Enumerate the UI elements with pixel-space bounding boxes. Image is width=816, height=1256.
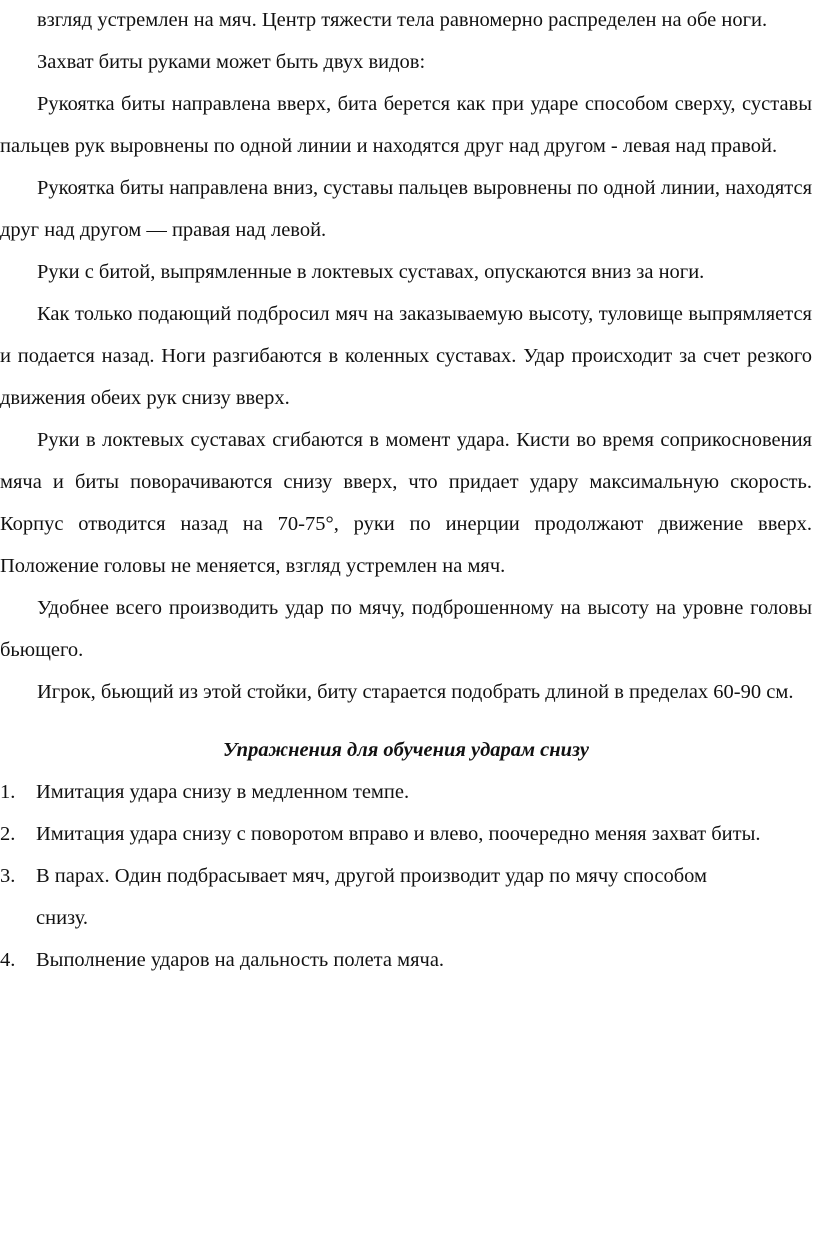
list-item-number: 2. [0,823,16,845]
paragraph-swing-start: Как только подающий подбросил мяч на заказываемую высоту, туловище выпрямляется и подается назад. Ноги разгибаются в коленных суставах. Удар происходит за счет резкого движения обеих рук снизу вверх. [0,303,812,409]
paragraph-best-height: Удобнее всего производить удар по мячу, подброшенному на высоту на уровне головы бьющего. [0,597,812,661]
list-item [0,771,812,813]
list-item-text: Имитация удара снизу с поворотом вправо и влево, поочередно меняя захват биты. [36,823,761,845]
list-item-text: В парах. Один подбрасывает мяч, другой производит удар по мячу способом снизу. [36,865,707,929]
list-item [0,939,812,981]
list-item-number: 1. [0,781,16,803]
paragraph-arms-lowered: Руки с битой, выпрямленные в локтевых суставах, опускаются вниз за ноги. [37,261,705,283]
paragraph-grip-handle-up: Рукоятка биты направлена вверх, бита берется как при ударе способом сверху, суставы пальцев рук выровнены по одной линии и находятся друг над другом - левая над правой. [0,93,812,157]
paragraph-grip-handle-down: Рукоятка биты направлена вниз, суставы пальцев выровнены по одной линии, находятся друг над другом — правая над левой. [0,177,812,241]
list-item [0,855,812,939]
list-item-text: Имитация удара снизу в медленном темпе. [36,781,410,803]
paragraph-grip-types: Захват биты руками может быть двух видов: [37,51,426,73]
list-item-number: 3. [0,865,16,887]
exercise-list [0,771,812,981]
section-heading: Упражнения для обучения ударам снизу [222,739,590,761]
paragraph-stance-continuation: взгляд устремлен на мяч. Центр тяжести тела равномерно распределен на обе ноги. [37,9,768,31]
paragraph-impact: Руки в локтевых суставах сгибаются в момент удара. Кисти во время соприкосновения мяча и биты поворачиваются снизу вверх, что придает удару максимальную скорость. Корпус отводится назад на 70-75°, руки по инерции продолжают движение вверх. Положение головы не меняется, взгляд устремлен на мяч. [0,429,812,577]
list-item [0,813,812,855]
list-item-text: Выполнение ударов на дальность полета мяча. [36,949,445,971]
list-item-number: 4. [0,949,16,971]
paragraph-bat-length: Игрок, бьющий из этой стойки, биту старается подобрать длиной в пределах 60-90 см. [37,681,794,703]
